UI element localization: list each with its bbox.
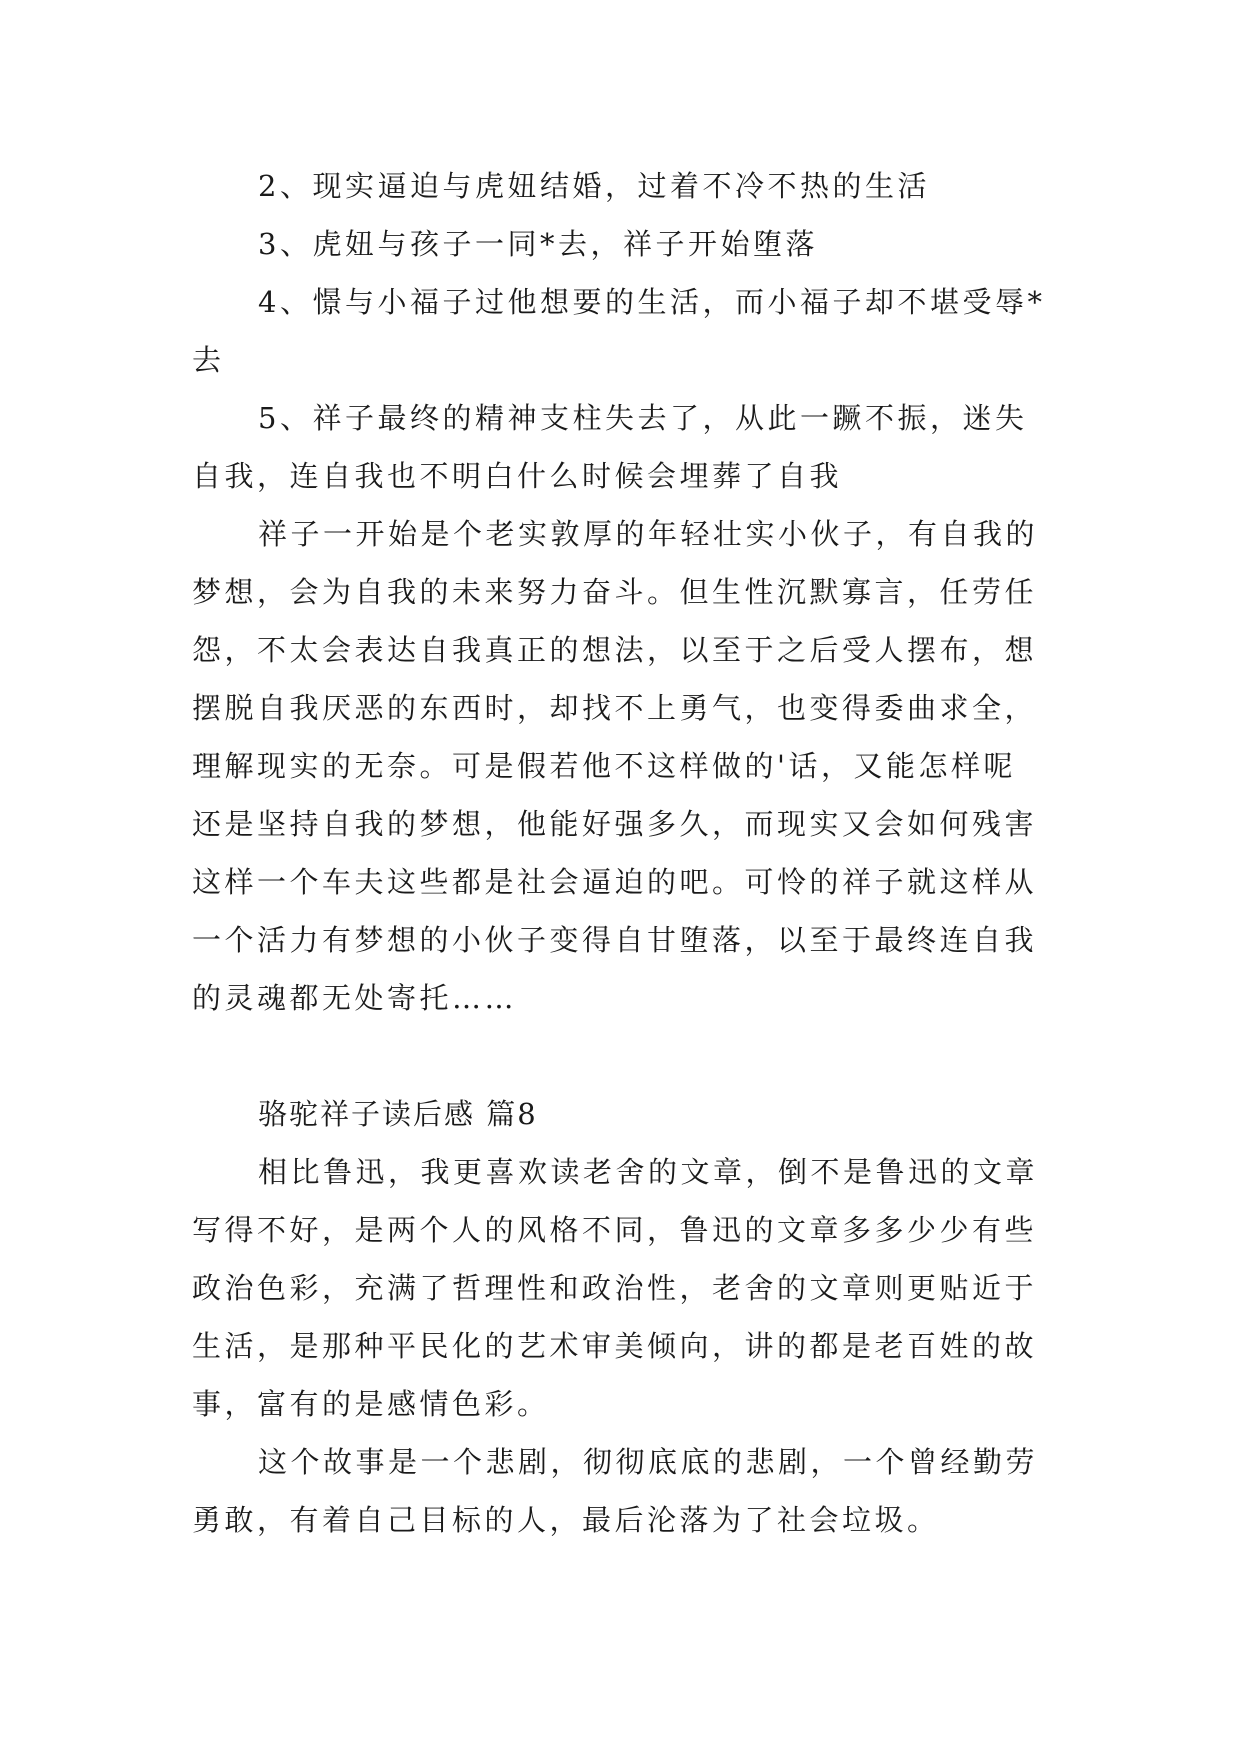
text-line: 相比鲁迅，我更喜欢读老舍的文章，倒不是鲁迅的文章 [258, 1155, 1039, 1189]
text-line: 理解现实的无奈。可是假若他不这样做的'话，又能怎样呢 [192, 749, 1016, 783]
text-line: 政治色彩，充满了哲理性和政治性，老舍的文章则更贴近于 [192, 1271, 1038, 1305]
text-line: 3、虎妞与孩子一同*去，祥子开始堕落 [258, 227, 818, 261]
text-line: 勇敢，有着自己目标的人，最后沦落为了社会垃圾。 [192, 1503, 940, 1537]
text-line: 祥子一开始是个老实敦厚的年轻壮实小伙子，有自我的 [258, 517, 1039, 551]
text-line: 这样一个车夫这些都是社会逼迫的吧。可怜的祥子就这样从 [192, 865, 1038, 899]
text-line: 写得不好，是两个人的风格不同，鲁迅的文章多多少少有些 [192, 1213, 1038, 1247]
text-line: 4、憬与小福子过他想要的生活，而小福子却不堪受辱* [258, 285, 1046, 319]
text-line: 生活，是那种平民化的艺术审美倾向，讲的都是老百姓的故 [192, 1329, 1038, 1363]
text-line: 这个故事是一个悲剧，彻彻底底的悲剧，一个曾经勤劳 [258, 1445, 1039, 1479]
text-line: 还是坚持自我的梦想，他能好强多久，而现实又会如何残害 [192, 807, 1038, 841]
text-line: 怨，不太会表达自我真正的想法，以至于之后受人摆布，想 [192, 633, 1038, 667]
text-line: 自我，连自我也不明白什么时候会埋葬了自我 [192, 459, 843, 493]
text-line: 梦想，会为自我的未来努力奋斗。但生性沉默寡言，任劳任 [192, 575, 1038, 609]
section-heading: 骆驼祥子读后感 篇8 [258, 1097, 538, 1131]
text-line: 的灵魂都无处寄托…… [192, 981, 518, 1015]
text-line: 去 [192, 343, 225, 377]
text-line: 2、现实逼迫与虎妞结婚，过着不冷不热的生活 [258, 169, 930, 203]
text-line: 5、祥子最终的精神支柱失去了，从此一蹶不振，迷失 [258, 401, 1028, 435]
text-line: 摆脱自我厌恶的东西时，却找不上勇气，也变得委曲求全， [192, 691, 1038, 725]
text-line: 事，富有的是感情色彩。 [192, 1387, 550, 1421]
text-line: 一个活力有梦想的小伙子变得自甘堕落，以至于最终连自我 [192, 923, 1038, 957]
